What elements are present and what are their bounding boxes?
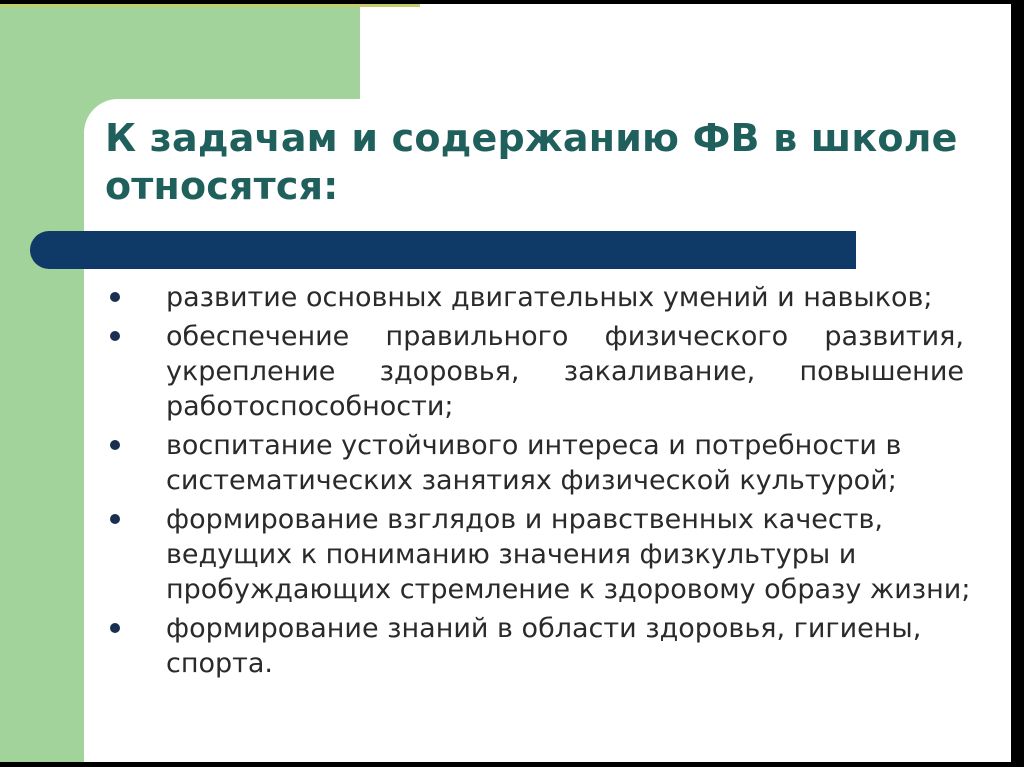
- title-line-2: относятся:: [105, 164, 339, 208]
- bullet-item: [104, 502, 1004, 607]
- slide-title: [105, 114, 985, 210]
- bullet-text: обеспечение правильного физического развития, укрепление здоровья, закаливание, повышение работоспособности;: [166, 321, 964, 422]
- bullet-list: [104, 280, 1004, 685]
- bullet-item: [104, 428, 1004, 498]
- bullet-item: [104, 280, 1004, 315]
- slide: [0, 4, 1011, 762]
- green-accent-block: [0, 7, 360, 99]
- green-side-strip: [0, 99, 84, 762]
- title-line-1: К задачам и содержанию ФВ в школе: [105, 116, 958, 160]
- bullet-item: [104, 611, 1004, 681]
- title-underline-bar: [30, 231, 856, 269]
- bullet-dot-icon: [110, 440, 120, 450]
- bullet-item: [104, 319, 1004, 424]
- bullet-text: формирование знаний в области здоровья, гигиены, спорта.: [166, 613, 922, 679]
- bullet-dot-icon: [110, 623, 120, 633]
- bullet-text: развитие основных двигательных умений и навыков;: [166, 282, 933, 313]
- bullet-text: формирование взглядов и нравственных качеств, ведущих к пониманию значения физкультуры и пробуждающих стремление к здоровому образу жизни;: [166, 504, 971, 605]
- bullet-dot-icon: [110, 331, 120, 341]
- bullet-dot-icon: [110, 514, 120, 524]
- bullet-dot-icon: [110, 292, 120, 302]
- bullet-text: воспитание устойчивого интереса и потребности в систематических занятиях физической культурой;: [166, 430, 902, 496]
